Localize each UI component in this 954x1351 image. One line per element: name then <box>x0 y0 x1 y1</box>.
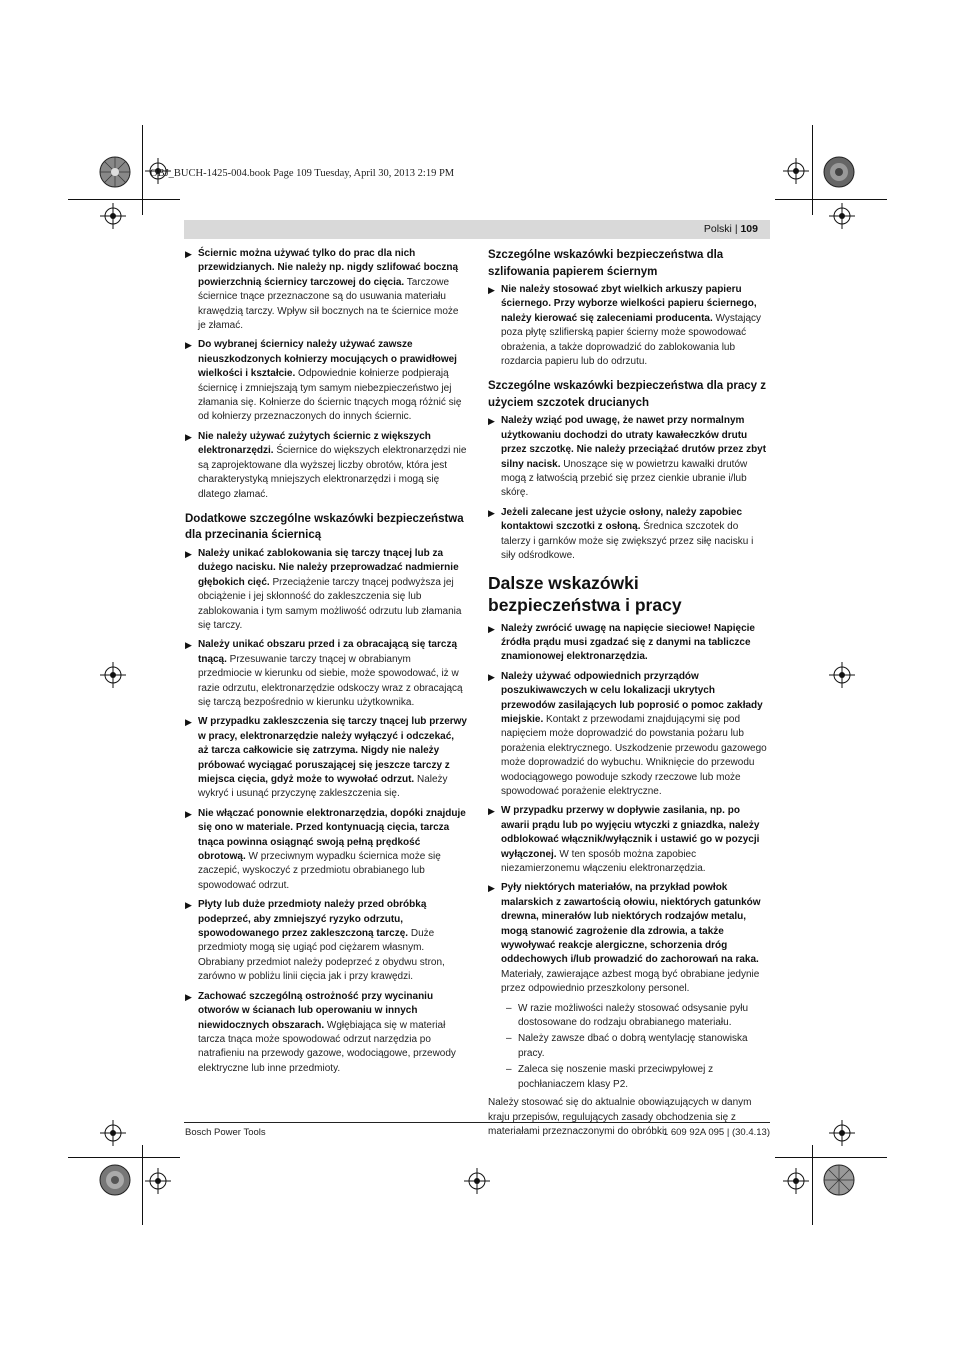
item-text: Przesuwanie tarczy tnącej w obrabianym przedmiocie w kierunku od siebie, może spowodować, iż w razie odrzutu, elektronarzędzie odskoczy wraz z obracającą się tarczą bezpośrednio w kierunku użytkownika. <box>198 653 463 708</box>
crosshair-icon <box>100 662 126 688</box>
crop-line <box>68 199 180 200</box>
bullet-arrow-icon: ▶ <box>488 285 495 295</box>
page-header <box>184 220 770 239</box>
crosshair-icon <box>783 1168 809 1194</box>
item-text: Ściernice do większych elektronarzędzi nie są zaprojektowane dla wyższej liczby obrotów, która jest charakterystyką mniejszych elektronarzędzi i mogą się dlatego złamać. <box>198 445 467 500</box>
bullet-arrow-icon: ▶ <box>185 717 192 728</box>
crosshair-icon <box>464 1168 490 1194</box>
item-bold-text: Nie należy stosować zbyt wielkich arkuszy papieru ściernego. Przy wyborze wielkości papieru ściernego, należy kierować się zaleceniami producenta. <box>501 284 757 324</box>
item-text: Wgłębiająca się w materiał tarcza tnąca może spowodować odrzut narzędzia po natrafieniu na przewody gazowe, wodociągowe, przewody elektryczne lub inne przedmioty. <box>198 1019 456 1074</box>
item-bold-text: W przypadku przerwy w dopływie zasilania, np. po awarii prądu lub po wyjęciu wtyczki z gniazdka, należy odblokować włącznik/wyłącznik i ustawić go w pozycji wyłączonej. <box>501 805 760 860</box>
item-bold-text: Należy unikać zablokowania się tarczy tnącej lub za dużego nacisku. Nie należy przeprowadzać nadmiernie głębokich cięć. <box>198 547 459 588</box>
color-wheel-icon <box>98 155 132 189</box>
crosshair-icon <box>783 158 809 184</box>
item-text: Kontakt z przewodami znajdującymi się pod napięciem może doprowadzić do powstania pożaru lub porażenia elektrycznego. Uszkodzenie przewodu gazowego może doprowadzić do wybuchu. Wniknięcie do przewodu wodociągowego powoduje szkody rzeczowe lub może spowodować porażenie elektryczne. <box>501 713 767 797</box>
item-bold-text: Należy używać odpowiednich przyrządów poszukiwawczych w celu lokalizacji ukrytych przewodów zasilających lub poprosić o pomoc zakłady miejskie. <box>501 670 763 725</box>
right-column <box>488 247 770 1139</box>
item-bold-text: Do wybranej ściernicy należy używać zawsze nieuszkodzonych kołnierzy mocujących o prawidłowej wielkości i kształcie. <box>198 339 457 380</box>
bullet-arrow-icon: ▶ <box>488 883 495 894</box>
left-column <box>185 247 467 1081</box>
item-text: Wystający poza płytę szlifierską papier ścierny może spowodować obrażenia, a także doprowadzić do zablokowania lub rozdarcia papieru lub do odrzutu. <box>501 312 762 368</box>
item-bold-text: Pyły niektórych materiałów, na przykład powłok malarskich z zawartością ołowiu, niektórych gatunków drewna, minerałów lub niektórych rodzajów metalu, mogą stanowić zagrożenie dla zdrowia, a także wywoływać reakcje alergiczne, schorzenia dróg oddechowych i/lub prowadzić do zachorowań na raka. <box>501 882 761 966</box>
section-subheading: Dodatkowe szczególne wskazówki bezpieczeństwa dla przecinania ściernicą <box>185 512 464 542</box>
section-heading: Dalsze wskazówki bezpieczeństwa i pracy <box>488 572 682 615</box>
list-item <box>185 807 467 893</box>
print-info: OBJ_BUCH-1425-004.book Page 109 Tuesday, April 30, 2013 2:19 PM <box>150 168 455 179</box>
bullet-arrow-icon: ▶ <box>185 431 192 442</box>
bullet-arrow-icon: ▶ <box>185 991 192 1002</box>
list-item <box>488 414 770 500</box>
item-text: W ten sposób można zapobiec niezamierzonemu włączeniu elektronarzędzia. <box>501 848 706 874</box>
list-item <box>185 638 467 710</box>
item-bold-text: Nie należy używać zużytych ściernic z większych elektronarzędzi. <box>198 430 431 457</box>
item-text: Unoszące się w powietrzu kawałki drutów mogą z łatwością przebić się przez cienkie ubranie i/lub skórę. <box>501 458 748 499</box>
dash-bullet: – <box>506 1002 512 1014</box>
bullet-arrow-icon: ▶ <box>185 900 192 911</box>
color-wheel-icon <box>822 1163 856 1197</box>
item-bold-text: W przypadku zakleszczenia się tarczy tnącej lub przerwy w pracy, elektronarzędzie należy wyłączyć i odczekać, aż tarcza całkowicie się zatrzyma. Nigdy nie należy próbować wyciągać poruszającej się jeszcze tarczy z miejsca cięcia, gdyż może to wywołać odrzut. <box>198 716 467 785</box>
list-item <box>185 715 467 801</box>
list-item <box>185 338 467 424</box>
dash-item-text: W razie możliwości należy stosować odsysanie pyłu dostosowane do rodzaju obrabianego materiału. <box>518 1002 749 1029</box>
list-item <box>185 990 467 1076</box>
bullet-arrow-icon: ▶ <box>185 249 192 259</box>
dash-list-item <box>488 1063 770 1092</box>
item-bold-text: Nie włączać ponownie elektronarzędzia, dopóki znajduje się ono w materiale. Przed kontynuacją cięcia, tarcza tnąca powinna osiągnąć swoją pełną prędkość obrotową. <box>198 807 466 863</box>
crosshair-icon <box>100 1120 126 1146</box>
footer-divider <box>184 1122 770 1123</box>
item-text: Średnica szczotek do talerzy i garnków może się zwiększyć przez siłę nacisku i siły odśrodkowe. <box>501 521 754 562</box>
list-item <box>488 670 770 800</box>
item-bold-text: Należy wziąć pod uwagę, że nawet przy normalnym użytkowaniu dochodzi do utraty kawałeczków drutu przez szczotkę. Nie należy przeciążać drutów przez zbyt silny nacisk. <box>501 415 767 470</box>
bullet-arrow-icon: ▶ <box>185 640 192 651</box>
header-language: Polski <box>703 223 732 235</box>
item-bold-text: Ściernic można używać tylko do prac dla nich przewidzianych. Nie należy np. nigdy szlifować boczną powierzchnią ściernicy tarczowej do cięcia. <box>198 248 459 288</box>
bullet-arrow-icon: ▶ <box>185 808 192 819</box>
list-item <box>185 547 467 633</box>
list-item <box>185 430 467 502</box>
dash-item-text: Zaleca się noszenie maski przeciwpyłowej z pochłaniaczem klasy P2. <box>518 1064 714 1090</box>
item-bold-text: Jeżeli zalecane jest użycie osłony, należy zapobiec kontaktowi szczotki z osłoną. <box>501 506 743 533</box>
list-item <box>488 283 770 369</box>
dash-list-item <box>488 1032 770 1061</box>
crosshair-icon <box>100 203 126 229</box>
bullet-arrow-icon: ▶ <box>488 671 495 682</box>
header-separator: | <box>734 223 738 235</box>
bullet-arrow-icon: ▶ <box>488 416 495 427</box>
item-text: Przeciążenie tarczy tnącej podwyższa jej obciążenie i jej skłonność do zakleszczenia się lub zablokowania i tym samym możliwość odrzutu lub złamania się tarczy. <box>198 576 462 631</box>
section-subheading: Szczególne wskazówki bezpieczeństwa dla szlifowania papierem ściernym <box>488 249 724 278</box>
crop-line <box>775 199 887 200</box>
footer-brand: Bosch Power Tools <box>185 1127 266 1138</box>
crosshair-icon <box>829 1120 855 1146</box>
color-wheel-icon <box>98 1163 132 1197</box>
item-text: Należy wykryć i usunąć przyczynę zakleszczenia się. <box>198 774 448 800</box>
list-item <box>488 881 770 996</box>
bullet-arrow-icon: ▶ <box>488 623 495 634</box>
dash-bullet: – <box>506 1033 512 1045</box>
bullet-arrow-icon: ▶ <box>185 548 192 559</box>
section-subheading: Szczególne wskazówki bezpieczeństwa dla pracy z użyciem szczotek drucianych <box>488 380 767 409</box>
item-bold-text: Zachować szczególną ostrożność przy wycinaniu otworów w ścianach lub operowaniu w innych niewidocznych obszarach. <box>198 990 434 1031</box>
dash-item-text: Należy zawsze dbać o dobrą wentylację stanowiska pracy. <box>518 1033 748 1059</box>
list-item <box>488 804 770 876</box>
crop-line <box>775 1157 887 1158</box>
crosshair-icon <box>145 1168 171 1194</box>
item-text: W przeciwnym wypadku ściernica może się zaczepić, wyskoczyć z przedmiotu obrabianego lub spowodować odrzut. <box>198 851 441 891</box>
list-item <box>185 247 467 333</box>
page-number: 109 <box>740 223 758 235</box>
header-text <box>704 223 758 235</box>
bullet-arrow-icon: ▶ <box>488 507 495 518</box>
footer-doc-number: 1 609 92A 095 | (30.4.13) <box>662 1127 770 1138</box>
item-text: Duże przedmioty mogą się ugiąć pod ciężarem własnym. Obrabiany przedmiot należy podeprzeć z obydwu stron, zarówno w pobliżu linii cięcia jak i przy krawędzi. <box>198 928 445 983</box>
dash-bullet: – <box>506 1064 512 1076</box>
item-text: Materiały, zawierające azbest mogą być obrabiane jedynie przez odpowiednio przeszkolony personel. <box>501 968 760 995</box>
item-bold-text: Płyty lub duże przedmioty należy przed obróbką podeprzeć, aby zmniejszyć ryzyko odrzutu, spowodowanego przez zakleszczoną tarczę. <box>198 899 427 940</box>
crosshair-icon <box>829 662 855 688</box>
crosshair-icon <box>829 203 855 229</box>
list-item <box>488 622 770 665</box>
closing-paragraph: Należy stosować się do aktualnie obowiązujących w danym kraju przepisów, regulujących zasady obchodzenia się z materiałami przeznaczonymi do obróbki. <box>488 1097 752 1137</box>
crop-line <box>68 1157 180 1158</box>
list-item <box>488 506 770 564</box>
color-wheel-icon <box>822 155 856 189</box>
dash-list-item <box>488 1002 770 1031</box>
bullet-arrow-icon: ▶ <box>185 340 192 351</box>
item-text: Tarczowe ściernice tnące przeznaczone są do usuwania materiału krawędzią tarczy. Wpływ sił bocznych na te ściernice może je złamać. <box>198 276 459 332</box>
item-bold-text: Należy unikać obszaru przed i za obracającą się tarczą tnącą. <box>198 639 458 665</box>
item-text: Odpowiednie kołnierze podpierają ściernicę i zmniejszają tym samym niebezpieczeństwo jej złamania się. Kołnierze do ściernic tnących mogą różnić się od kołnierzy przeznaczonych do innych ściernic. <box>198 368 462 423</box>
item-bold-text: Należy zwrócić uwagę na napięcie sieciowe! Napięcie źródła prądu musi zgadzać się z danymi na tabliczce znamionowej elektronarzędzia. <box>501 622 755 663</box>
list-item <box>185 898 467 984</box>
crop-line <box>142 125 143 215</box>
crop-line <box>812 125 813 215</box>
bullet-arrow-icon: ▶ <box>488 806 495 817</box>
